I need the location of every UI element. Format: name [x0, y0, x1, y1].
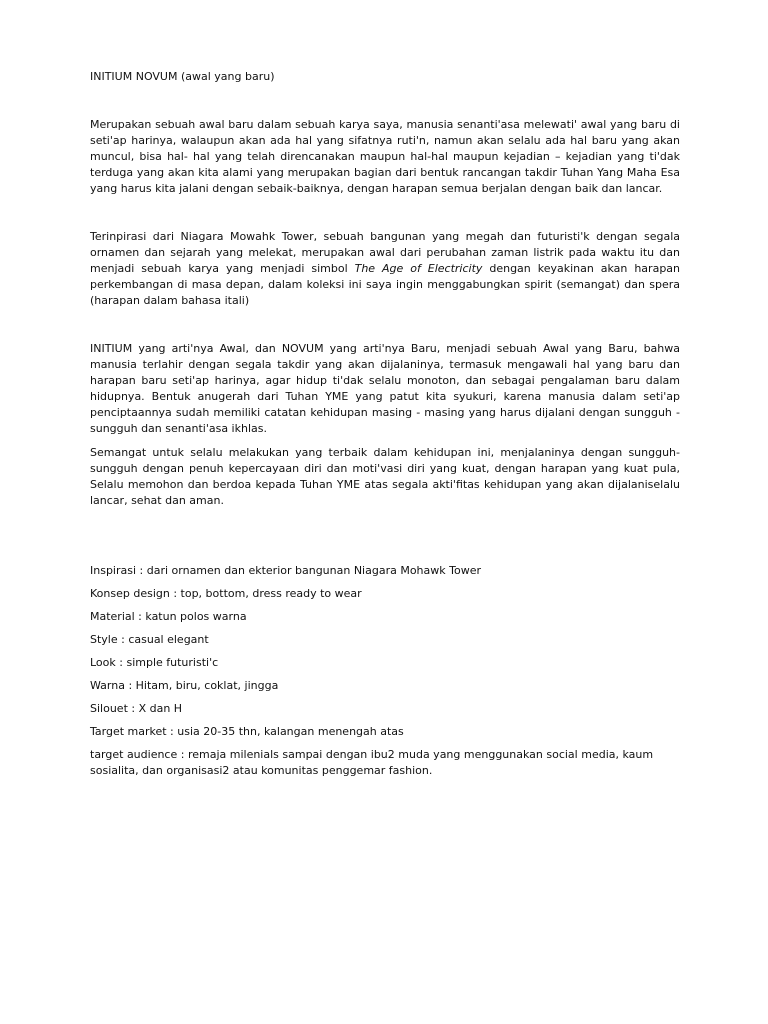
paragraph-meaning: INITIUM yang arti'nya Awal, dan NOVUM yang arti'nya Baru, menjadi sebuah Awal yang Baru, bahwa manusia terlahir dengan segala takdir yang akan dijalaninya, termasuk mengawali hal yang baru dan harapan baru seti'ap harinya, agar hidup ti'dak selalu monoton, dan sebagai pengalaman baru dalam hidupnya. Bentuk anugerah dari Tuhan YME yang patut kita syukuri, karena manusia dalam seti'ap penciptaannya sudah memiliki catatan kehidupan masing - masing yang harus dijalani dengan sungguh - sungguh dan senanti'asa ikhlas. [90, 342, 680, 435]
spec-silouet: Silouet : X dan H [90, 702, 183, 715]
paragraph-inspiration [90, 229, 680, 309]
document-title: INITIUM NOVUM (awal yang baru) [90, 70, 275, 83]
spec-konsep-design: Konsep design : top, bottom, dress ready to wear [90, 587, 362, 600]
spec-target-audience: target audience : remaja milenials sampai dengan ibu2 muda yang menggunakan social media, kaum sosialita, dan organisasi2 atau komunitas penggemar fashion. [90, 748, 654, 777]
spec-material: Material : katun polos warna [90, 610, 247, 623]
paragraph-inspiration-text-end: dengan keyakinan akan harapan perkembangan di masa depan, dalam koleksi ini saya ingin menggabungkan spirit (semangat) dan spera (harapan dalam bahasa itali) [90, 262, 681, 307]
spec-warna: Warna : Hitam, biru, coklat, jingga [90, 679, 279, 692]
age-of-electricity-italic: The Age of Electricity [354, 262, 483, 275]
paragraph-inspiration-text-start: Terinpirasi dari Niagara Mowahk Tower, sebuah bangunan yang megah dan futuristi'k dengan segala ornamen dan sejarah yang melekat, merupakan awal dari perubahan zaman listrik pada waktu itu dan menjadi sebuah karya yang menjadi simbol [90, 230, 680, 275]
paragraph-intro: Merupakan sebuah awal baru dalam sebuah karya saya, manusia senanti'asa melewati' awal yang baru di seti'ap harinya, walaupun akan ada hal yang sifatnya ruti'n, namun akan selalu ada hal baru yang akan muncul, bisa hal- hal yang telah direncanakan maupun hal-hal maupun kejadian – kejadian yang ti'dak terduga yang akan kita alami yang merupakan bagian dari bentuk rancangan takdir Tuhan Yang Maha Esa yang harus kita jalani dengan sebaik-baiknya, dengan harapan semua berjalan dengan baik dan lancar. [90, 118, 680, 195]
spec-style: Style : casual elegant [90, 633, 209, 646]
document-page [90, 69, 680, 779]
paragraph-spirit: Semangat untuk selalu melakukan yang terbaik dalam kehidupan ini, menjalaninya dengan sungguh-sungguh dengan penuh kepercayaan diri dan moti'vasi diri yang kuat, dengan harapan yang kuat pula, Selalu memohon dan berdoa kepada Tuhan YME atas segala akti'fitas kehidupan yang akan dijalaniselalu lancar, sehat dan aman. [90, 446, 680, 507]
spec-inspirasi: Inspirasi : dari ornamen dan ekterior bangunan Niagara Mohawk Tower [90, 564, 481, 577]
spec-target-market: Target market : usia 20-35 thn, kalangan menengah atas [90, 725, 404, 738]
spec-look: Look : simple futuristi'c [90, 656, 219, 669]
